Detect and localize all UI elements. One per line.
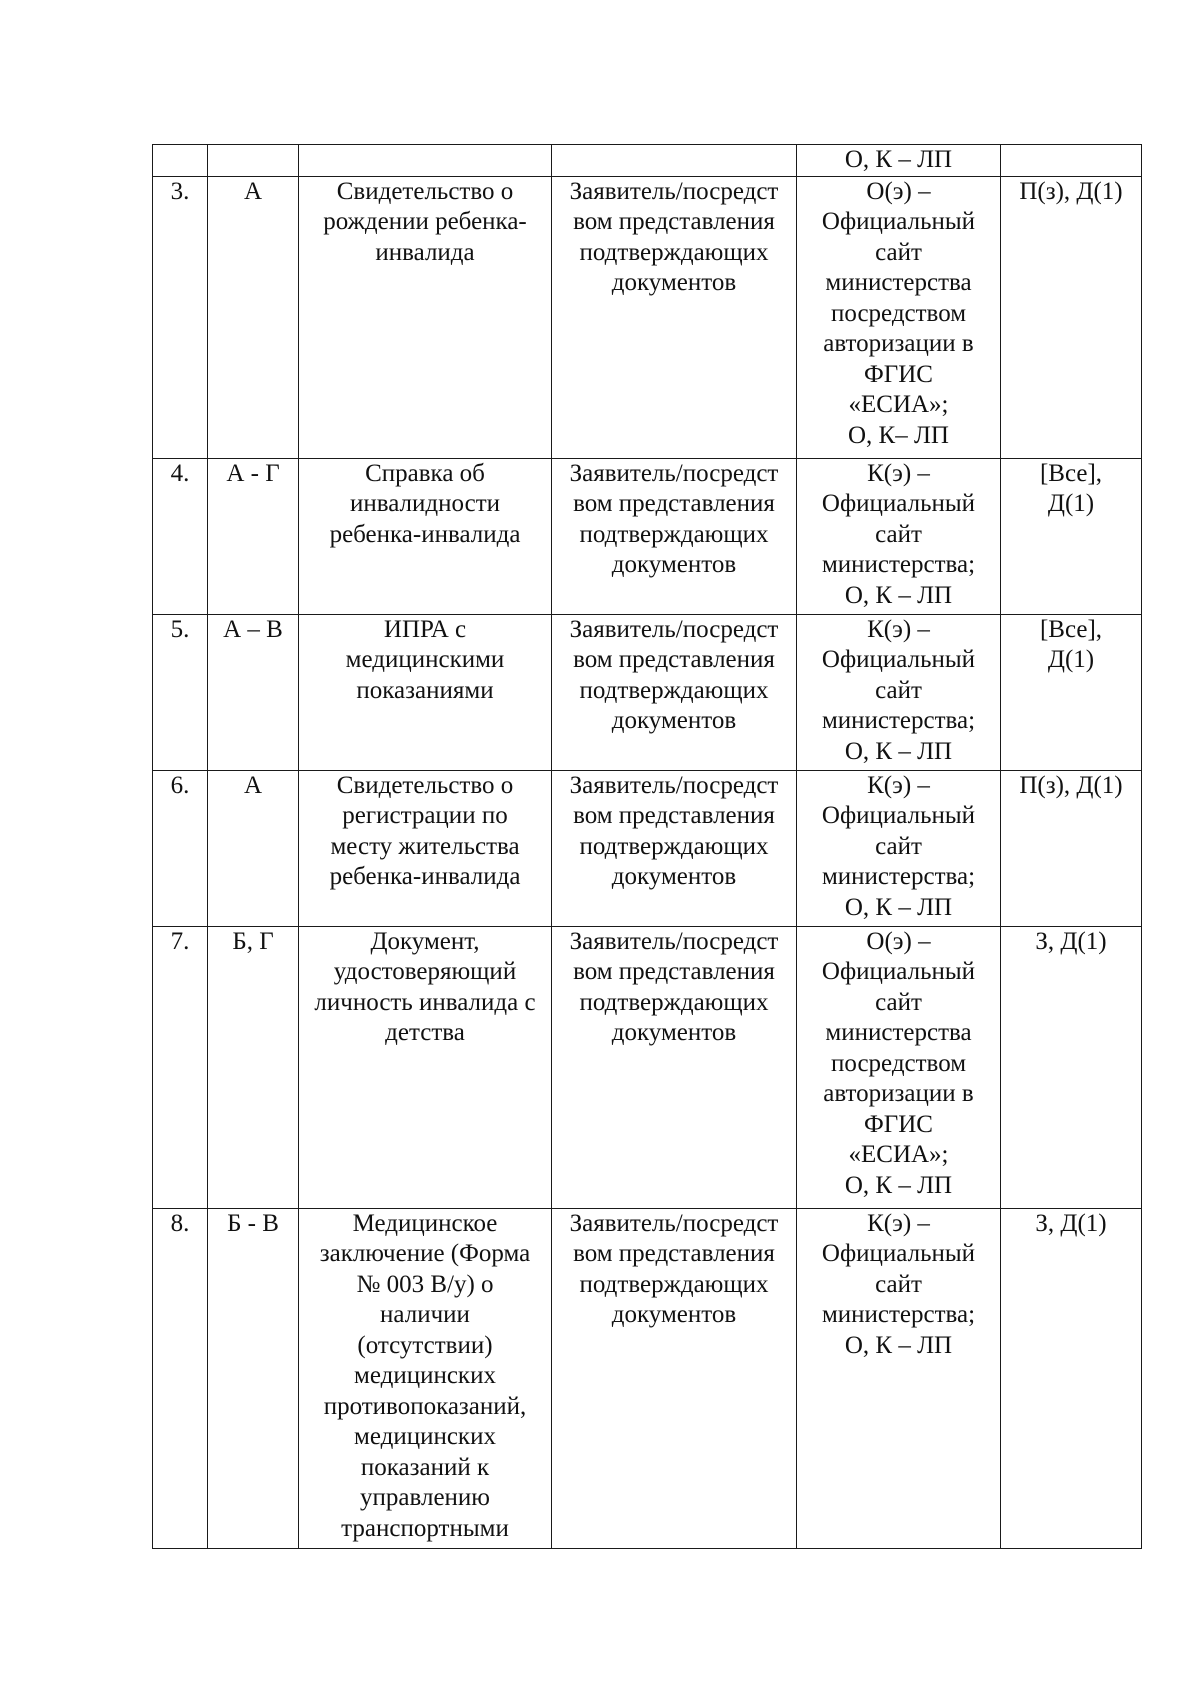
channel-text: К(э) – Официальный сайт министерства; О, К – ЛП — [821, 771, 976, 921]
row-code: А - Г — [226, 459, 280, 487]
submitter-text: Заявитель/посредст вом представления подтверждающих документов — [569, 771, 779, 890]
table-row — [153, 176, 1142, 458]
form-text: [Все], Д(1) — [1039, 459, 1103, 517]
cell-num — [153, 614, 208, 770]
document-name: Документ, удостоверяющий личность инвалида с детства — [314, 927, 536, 1046]
cell-code — [208, 145, 299, 177]
table-row — [153, 926, 1142, 1208]
submitter-text: Заявитель/посредст вом представления подтверждающих документов — [569, 459, 779, 578]
cell-channel — [797, 176, 1001, 458]
channel-text: О(э) – Официальный сайт министерства посредством авторизации в ФГИС «ЕСИА»; О, К – ЛП — [821, 927, 976, 1199]
cell-num — [153, 145, 208, 177]
row-number: 6. — [170, 771, 190, 799]
cell-num — [153, 1208, 208, 1548]
row-code: Б - В — [227, 1209, 279, 1237]
channel-text: О(э) – Официальный сайт министерства посредством авторизации в ФГИС «ЕСИА»; О, К– ЛП — [821, 177, 976, 449]
cell-form — [1001, 458, 1142, 614]
form-text: [Все], Д(1) — [1039, 615, 1103, 673]
cell-document — [299, 458, 552, 614]
cell-form — [1001, 926, 1142, 1208]
row-number: 8. — [170, 1209, 190, 1237]
submitter-text: Заявитель/посредст вом представления подтверждающих документов — [569, 615, 779, 734]
table-row — [153, 614, 1142, 770]
table-row — [153, 1208, 1142, 1548]
table-row-continuation — [153, 145, 1142, 177]
form-text: П(з), Д(1) — [1019, 177, 1123, 205]
cell-channel — [797, 614, 1001, 770]
cell-submitter — [552, 926, 797, 1208]
document-name: Медицинское заключение (Форма № 003 В/у) о наличии (отсутствии) медицинских противопоказаний, медицинских показаний к управлению транспортными — [319, 1209, 531, 1542]
cell-code — [208, 458, 299, 614]
cell-submitter — [552, 614, 797, 770]
row-code: А — [243, 771, 263, 799]
cell-channel — [797, 770, 1001, 926]
table-row — [153, 770, 1142, 926]
cell-document — [299, 614, 552, 770]
cell-submitter — [552, 176, 797, 458]
document-name: ИПРА с медицинскими показаниями — [345, 615, 505, 704]
cell-form — [1001, 1208, 1142, 1548]
submitter-text: Заявитель/посредст вом представления подтверждающих документов — [569, 1209, 779, 1328]
cell-code — [208, 770, 299, 926]
cell-channel — [797, 145, 1001, 177]
cell-form — [1001, 176, 1142, 458]
cell-document — [299, 926, 552, 1208]
cell-document — [299, 176, 552, 458]
document-name: Справка об инвалидности ребенка-инвалида — [329, 459, 521, 548]
cell-submitter — [552, 770, 797, 926]
cell-document — [299, 770, 552, 926]
cell-document — [299, 145, 552, 177]
cell-code — [208, 926, 299, 1208]
row-number: 7. — [170, 927, 190, 955]
cell-channel — [797, 458, 1001, 614]
row-code: А — [243, 177, 263, 205]
cell-submitter — [552, 1208, 797, 1548]
channel-text: К(э) – Официальный сайт министерства; О, К – ЛП — [821, 459, 976, 609]
submitter-text: Заявитель/посредст вом представления подтверждающих документов — [569, 177, 779, 296]
form-text: З, Д(1) — [1035, 927, 1107, 955]
row-code: А – В — [223, 615, 283, 643]
cell-num — [153, 926, 208, 1208]
cell-num — [153, 176, 208, 458]
cell-submitter — [552, 458, 797, 614]
channel-text: О, К – ЛП — [844, 146, 953, 173]
cell-form — [1001, 770, 1142, 926]
channel-text: К(э) – Официальный сайт министерства; О, К – ЛП — [821, 1209, 976, 1359]
cell-channel — [797, 1208, 1001, 1548]
cell-code — [208, 614, 299, 770]
channel-text: К(э) – Официальный сайт министерства; О, К – ЛП — [821, 615, 976, 765]
cell-submitter — [552, 145, 797, 177]
row-code: Б, Г — [232, 927, 274, 955]
form-text: П(з), Д(1) — [1019, 771, 1123, 799]
cell-code — [208, 1208, 299, 1548]
form-text: З, Д(1) — [1035, 1209, 1107, 1237]
row-number: 3. — [170, 177, 190, 205]
cell-code — [208, 176, 299, 458]
row-number: 5. — [170, 615, 190, 643]
cell-num — [153, 770, 208, 926]
cell-channel — [797, 926, 1001, 1208]
documents-table — [152, 144, 1142, 1549]
cell-form — [1001, 145, 1142, 177]
document-name: Свидетельство о регистрации по месту жительства ребенка-инвалида — [329, 771, 521, 890]
submitter-text: Заявитель/посредст вом представления подтверждающих документов — [569, 927, 779, 1046]
table-row — [153, 458, 1142, 614]
cell-form — [1001, 614, 1142, 770]
cell-document — [299, 1208, 552, 1548]
document-name: Свидетельство о рождении ребенка- инвалида — [323, 177, 527, 266]
cell-num — [153, 458, 208, 614]
row-number: 4. — [170, 459, 190, 487]
